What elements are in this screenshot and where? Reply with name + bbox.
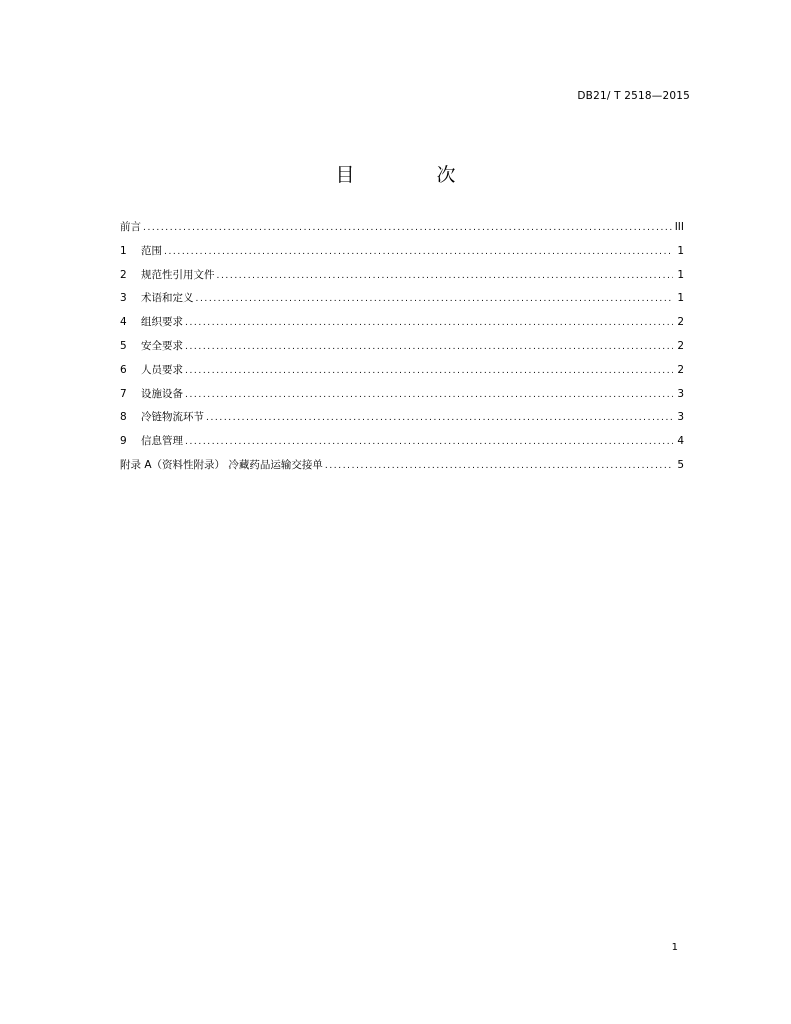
page-number: 1	[671, 942, 678, 953]
toc-dot-leader	[185, 390, 673, 400]
toc-entry-number: 9	[120, 435, 127, 448]
toc-entry-number: 3	[120, 292, 127, 305]
toc-dot-leader	[217, 271, 674, 281]
table-of-contents	[120, 219, 684, 481]
toc-entry-number: 2	[120, 268, 127, 281]
toc-entry-page: III	[674, 221, 684, 233]
toc-entry-page: 3	[677, 411, 684, 424]
toc-dot-leader	[325, 461, 673, 471]
toc-entry-label: 附录 A（资料性附录） 冷藏药品运输交接单	[120, 458, 323, 471]
toc-entry-label: 设施设备	[141, 387, 183, 400]
toc-entry-label: 规范性引用文件	[141, 268, 215, 281]
toc-entry-facilities[interactable]	[120, 386, 684, 410]
toc-entry-label: 前言	[120, 221, 141, 233]
toc-entry-personnel[interactable]	[120, 362, 684, 386]
toc-entry-label: 人员要求	[141, 363, 183, 376]
toc-dot-leader	[185, 342, 673, 352]
toc-entry-number: 4	[120, 316, 127, 329]
toc-entry-label: 安全要求	[141, 339, 183, 352]
toc-entry-page: 3	[677, 387, 684, 400]
toc-entry-foreword[interactable]	[120, 219, 684, 243]
toc-entry-page: 1	[677, 292, 684, 305]
toc-entry-normative-references[interactable]	[120, 267, 684, 291]
toc-entry-page: 5	[677, 458, 684, 471]
toc-entry-label: 范围	[141, 244, 162, 257]
standard-code: DB21/ T 2518—2015	[577, 90, 690, 102]
toc-entry-safety[interactable]	[120, 338, 684, 362]
toc-entry-number: 6	[120, 363, 127, 376]
toc-entry-page: 1	[677, 244, 684, 257]
toc-dot-leader	[206, 413, 673, 423]
toc-entry-page: 2	[677, 339, 684, 352]
toc-entry-organization[interactable]	[120, 314, 684, 338]
toc-entry-information[interactable]	[120, 433, 684, 457]
toc-dot-leader	[185, 366, 673, 376]
toc-entry-label: 信息管理	[141, 435, 183, 448]
toc-dot-leader	[185, 437, 673, 447]
toc-entry-page: 4	[677, 435, 684, 448]
toc-entry-number: 8	[120, 411, 127, 424]
toc-entry-number: 1	[120, 244, 127, 257]
toc-title: 目 次	[335, 164, 494, 186]
toc-entry-number: 7	[120, 387, 127, 400]
toc-entry-page: 2	[677, 363, 684, 376]
toc-entry-cold-chain[interactable]	[120, 409, 684, 433]
toc-dot-leader	[196, 294, 674, 304]
toc-entry-page: 1	[677, 268, 684, 281]
toc-entry-label: 术语和定义	[141, 292, 194, 305]
toc-dot-leader	[143, 223, 672, 233]
toc-entry-label: 组织要求	[141, 316, 183, 329]
toc-entry-number: 5	[120, 339, 127, 352]
toc-entry-scope[interactable]	[120, 243, 684, 267]
toc-dot-leader	[185, 318, 673, 328]
toc-entry-label: 冷链物流环节	[141, 411, 204, 424]
toc-entry-page: 2	[677, 316, 684, 329]
toc-entry-terms-definitions[interactable]	[120, 290, 684, 314]
toc-dot-leader	[164, 247, 673, 257]
toc-entry-appendix-a[interactable]	[120, 457, 684, 481]
